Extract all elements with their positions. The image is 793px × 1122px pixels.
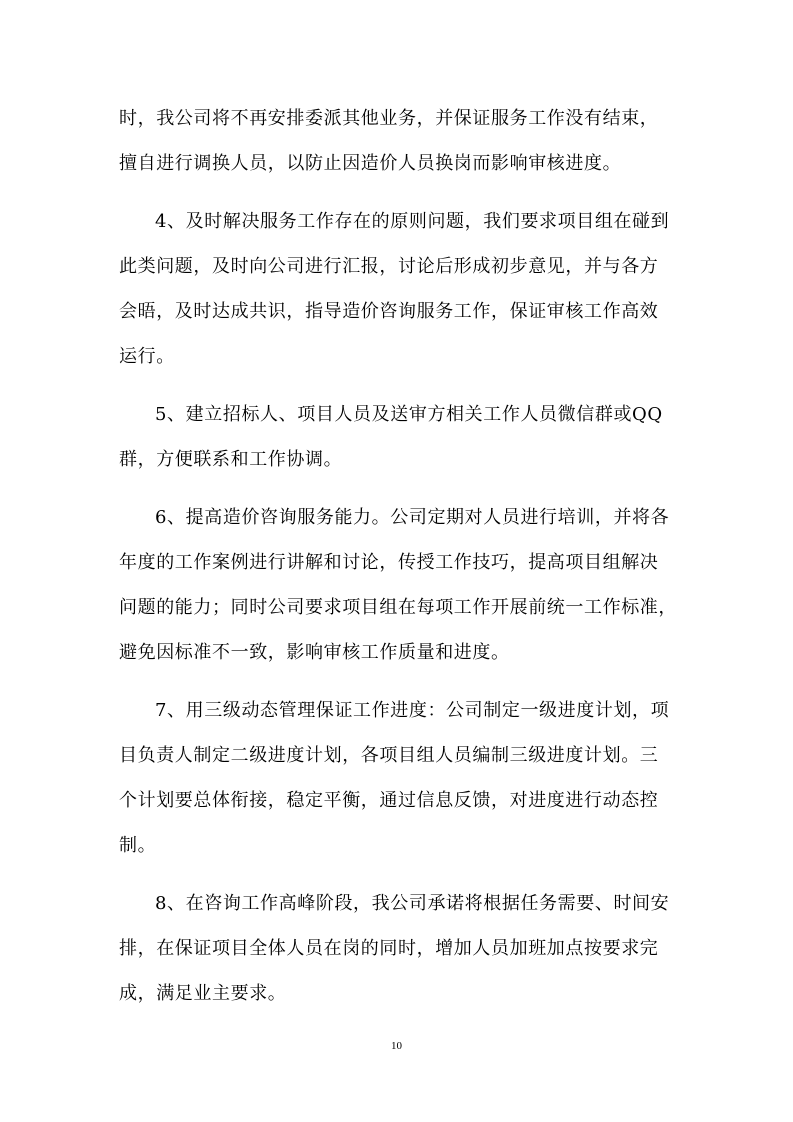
paragraph-line: 擅自进行调换人员，以防止因造价人员换岗而影响审核进度。 xyxy=(119,153,622,174)
paragraph-line: 运行。 xyxy=(119,346,175,367)
paragraph-line: 避免因标准不一致，影响审核工作质量和进度。 xyxy=(119,642,510,663)
paragraph-first-line: 7、用三级动态管理保证工作进度：公司制定一级进度计划，项 xyxy=(155,700,670,721)
paragraph-line: 目负责人制定二级进度计划，各项目组人员编制三级进度计划。三 xyxy=(119,745,659,766)
paragraph-first-line: 6、提高造价咨询服务能力。公司定期对人员进行培训，并将各 xyxy=(155,507,670,528)
paragraph-line: 此类问题，及时向公司进行汇报，讨论后形成初步意见，并与各方 xyxy=(119,256,659,277)
paragraph-line: 年度的工作案例进行讲解和讨论，传授工作技巧，提高项目组解决 xyxy=(119,552,659,573)
paragraph-line: 个计划要总体衔接，稳定平衡，通过信息反馈，对进度进行动态控 xyxy=(119,790,659,811)
paragraph-line: 成，满足业主要求。 xyxy=(119,983,287,1004)
paragraph-line: 时，我公司将不再安排委派其他业务，并保证服务工作没有结束， xyxy=(119,108,659,129)
paragraph-line: 排，在保证项目全体人员在岗的同时，增加人员加班加点按要求完 xyxy=(119,938,659,959)
paragraph-line: 问题的能力；同时公司要求项目组在每项工作开展前统一工作标准， xyxy=(119,597,677,618)
paragraph-first-line: 5、建立招标人、项目人员及送审方相关工作人员微信群或QQ xyxy=(155,404,663,425)
paragraph-line: 会晤，及时达成共识，指导造价咨询服务工作，保证审核工作高效 xyxy=(119,301,659,322)
page-number: 10 xyxy=(391,1040,402,1052)
paragraph-first-line: 8、在咨询工作高峰阶段，我公司承诺将根据任务需要、时间安 xyxy=(155,893,670,914)
paragraph-line: 制。 xyxy=(119,835,157,856)
paragraph-first-line: 4、及时解决服务工作存在的原则问题，我们要求项目组在碰到 xyxy=(155,211,670,232)
paragraph-line: 群，方便联系和工作协调。 xyxy=(119,449,343,470)
